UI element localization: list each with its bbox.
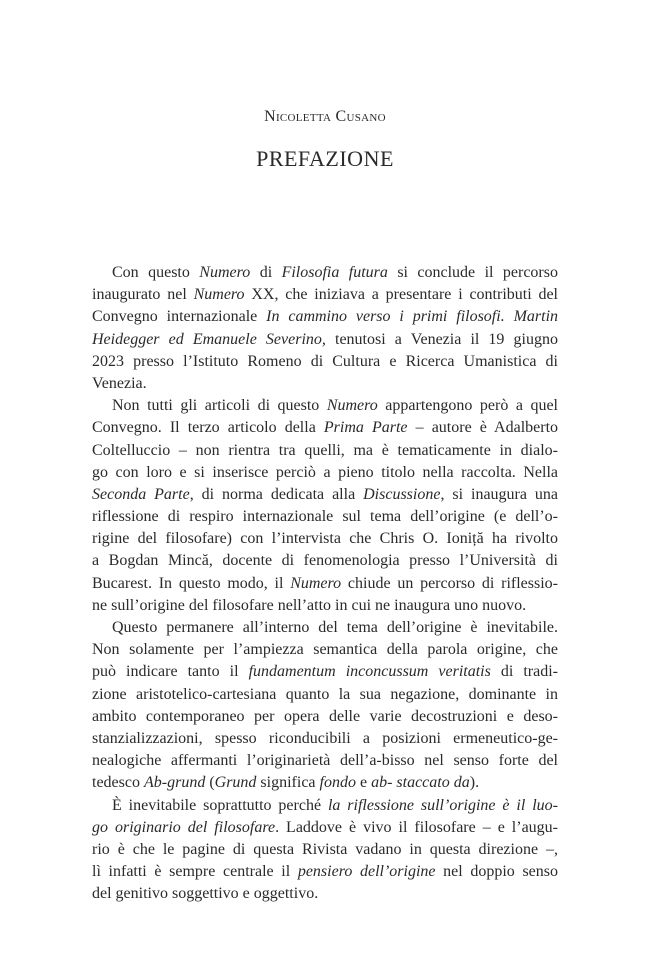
text-line (92, 661, 558, 683)
italic-text: pensiero dell’origine (297, 863, 436, 881)
text-line (92, 839, 558, 861)
text-run: significa (256, 774, 320, 792)
text-run: ambito contemporaneo per opera delle varie decostruzioni e deso- (92, 707, 558, 725)
text-line (92, 506, 558, 528)
text-line (92, 883, 558, 905)
text-line (92, 573, 558, 595)
text-line (92, 306, 558, 328)
text-run: Convegno internazionale (92, 308, 267, 326)
text-run: di (250, 264, 282, 281)
text-line (92, 728, 558, 750)
text-run: e (355, 774, 372, 792)
text-run: È inevitabile soprattutto perché (112, 796, 328, 814)
text-line (92, 817, 558, 839)
text-run: . Laddove è vivo il filosofare – e l’augu- (275, 818, 559, 836)
italic-text: fondo (319, 774, 356, 792)
page-title: PREFAZIONE (256, 146, 394, 171)
text-run: Questo permanere all’interno del tema dell’origine è inevitabile. (112, 619, 558, 636)
italic-text: Discussione (363, 485, 441, 503)
italic-text: fundamentum inconcussum veritatis (248, 663, 491, 681)
text-run: Convegno. Il terzo articolo della (92, 419, 324, 437)
text-run: appartengono però a quel (377, 397, 558, 415)
text-line (92, 595, 558, 617)
text-run: a Bogdan Mincă, docente di fenomenologia presso l’Università di (92, 552, 558, 570)
italic-text: In cammino verso i primi filosofi. Martin (266, 308, 559, 326)
text-run: , si inaugura una (440, 485, 559, 503)
italic-text: Numero (326, 397, 378, 415)
text-line (92, 284, 558, 306)
text-run: Coltelluccio – non rientra tra quelli, ma è tematicamente in dialo- (92, 441, 558, 459)
author-name: Nicoletta Cusano (264, 108, 386, 125)
italic-text: Filosofia futura (281, 264, 388, 281)
italic-text: Heidegger ed Emanuele Severino, (92, 330, 326, 348)
text-run: rio è che le pagine di questa Rivista vadano in questa direzione –, (92, 840, 558, 858)
text-run: nealogiche affermanti l’originarietà dell’a-bisso nel senso forte del (92, 752, 558, 770)
preface-body (92, 262, 558, 905)
text-line (92, 462, 558, 484)
text-line (92, 706, 558, 728)
text-run: Bucarest. In questo modo, il (92, 574, 291, 592)
italic-text: Numero (193, 286, 245, 304)
italic-text: la riflessione sull’origine è il luo- (327, 796, 558, 814)
text-line (92, 528, 558, 550)
text-run: nel doppio senso (435, 863, 559, 881)
text-run: ). (469, 774, 480, 792)
italic-text: Numero (290, 574, 342, 592)
text-run: zione aristotelico-cartesiana quanto la sua negazione, dominante in (92, 685, 558, 703)
text-run: XX, che iniziava a presentare i contributi del (244, 286, 559, 304)
italic-text: Prima Parte (323, 419, 408, 437)
italic-text: Numero (199, 264, 251, 281)
text-run: – autore è Adalberto (407, 419, 559, 437)
text-line (92, 639, 558, 661)
text-run: rigine del filosofare) con l’intervista che Chris O. Ioniță ha rivolto (92, 530, 558, 548)
text-run: si conclude il percorso (387, 264, 558, 281)
text-line (92, 772, 558, 794)
text-run: Venezia. (92, 374, 147, 392)
text-run: tedesco (92, 774, 144, 792)
text-run: Con questo (112, 264, 200, 281)
text-line (92, 795, 558, 817)
text-line (92, 329, 558, 351)
text-line (92, 373, 558, 395)
text-line (92, 550, 558, 572)
text-line (92, 395, 558, 417)
text-run: del genitivo soggettivo e oggettivo. (92, 885, 319, 903)
text-run: può indicare tanto il (92, 663, 249, 681)
text-run: ( (205, 774, 215, 792)
text-line (92, 484, 558, 506)
text-run: 2023 presso l’Istituto Romeno di Cultura e Ricerca Umanistica di (92, 352, 558, 370)
text-run: stanzializzazioni, spesso riconducibili a posizioni ermeneutico-ge- (92, 729, 558, 747)
text-line (92, 861, 558, 883)
text-line (92, 750, 558, 772)
text-run: riflessione di respiro internazionale sul tema dell’origine (e dell’o- (92, 508, 558, 526)
text-line (92, 617, 558, 639)
text-run: tenutosi a Venezia il 19 giugno (325, 330, 558, 348)
text-run: Non tutti gli articoli di questo (112, 397, 327, 415)
text-run: inaugurato nel (92, 286, 194, 304)
text-line (92, 440, 558, 462)
text-line (92, 684, 558, 706)
text-line (92, 262, 558, 284)
text-line (92, 417, 558, 439)
text-run: go con loro e si inserisce perciò a pieno titolo nella raccolta. Nella (92, 463, 558, 481)
italic-text: go originario del filosofare (92, 818, 276, 836)
text-run: ne sull’origine del filosofare nell’atto in cui ne inaugura uno nuovo. (92, 596, 527, 614)
text-run: di tradi- (490, 663, 559, 681)
text-run: Non solamente per l’ampiezza semantica della parola origine, che (92, 641, 558, 659)
text-run: chiude un percorso di riflessio- (341, 574, 558, 592)
text-run: lì infatti è sempre centrale il (92, 863, 298, 881)
italic-text: Seconda Parte (92, 485, 190, 503)
italic-text: Ab-grund (143, 774, 206, 792)
italic-text: ab- staccato da (371, 774, 470, 792)
text-run: , di norma dedicata alla (189, 485, 364, 503)
text-line (92, 351, 558, 373)
italic-text: Grund (214, 774, 257, 792)
